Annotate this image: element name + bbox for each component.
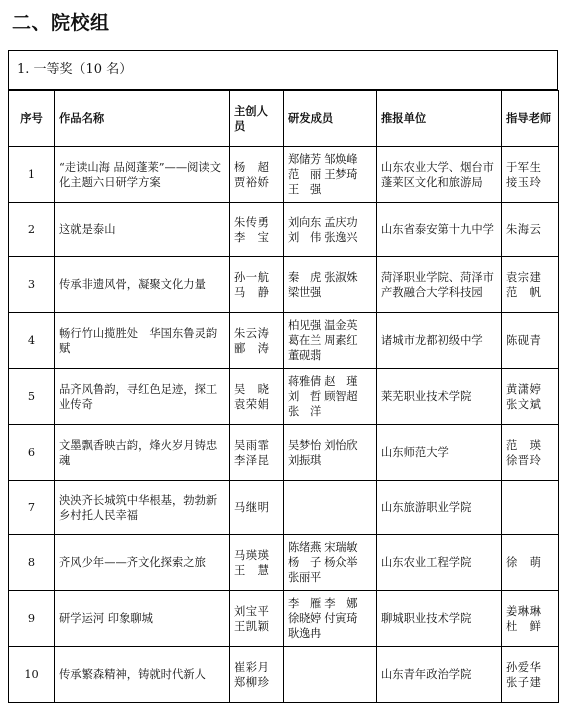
cell-advisor	[502, 535, 559, 591]
cell-advisor	[502, 647, 559, 703]
cell-members-line: 王 强	[288, 183, 321, 196]
cell-lead	[230, 481, 284, 535]
header-work: 作品名称	[55, 91, 230, 147]
cell-members-line: 葛在兰 周素红	[288, 334, 358, 347]
cell-advisor-line: 范 瑛	[506, 438, 542, 452]
cell-members-line: 柏见强 温金英	[288, 319, 358, 332]
cell-advisor	[502, 147, 559, 203]
cell-lead-line: 马继明	[234, 501, 270, 514]
table-row	[9, 203, 559, 257]
cell-members-line: 郑储芳 邹焕峰	[288, 153, 358, 166]
cell-lead-line: 朱传勇	[234, 215, 270, 229]
cell-unit: 莱芜职业技术学院	[377, 369, 502, 425]
cell-advisor	[502, 313, 559, 369]
cell-lead-line: 李泽昆	[234, 453, 270, 467]
cell-advisor	[502, 481, 559, 535]
cell-lead-line: 郑柳珍	[234, 675, 270, 689]
cell-members-line: 刘 哲 顾智超	[288, 390, 358, 403]
cell-lead	[230, 147, 284, 203]
cell-lead-line: 刘宝平	[234, 604, 270, 618]
cell-unit: 山东师范大学	[377, 425, 502, 481]
cell-members-line: 刘向东 孟庆功	[288, 215, 358, 229]
cell-members	[284, 203, 377, 257]
cell-advisor-line: 袁宗建	[506, 270, 542, 284]
cell-work: “走读山海 品阅蓬莱”——阅读文化主题六日研学方案	[55, 147, 230, 203]
cell-unit: 山东农业工程学院	[377, 535, 502, 591]
cell-lead-line: 朱云涛	[234, 326, 270, 340]
cell-members-line: 张 洋	[288, 405, 321, 418]
cell-members	[284, 481, 377, 535]
cell-lead	[230, 647, 284, 703]
cell-lead-line: 王凯颖	[234, 619, 270, 633]
table-row	[9, 147, 559, 203]
cell-members-line: 蒋雅倩 赵 瑾	[288, 375, 358, 388]
award-level-title: 1. 一等奖（10 名）	[8, 50, 558, 90]
cell-lead-line: 贾裕娇	[234, 175, 270, 189]
table-row	[9, 481, 559, 535]
cell-advisor-line: 徐 萌	[506, 556, 542, 569]
cell-lead-line: 郦 涛	[234, 341, 270, 355]
cell-lead	[230, 591, 284, 647]
cell-lead-line: 吴雨霏	[234, 438, 270, 452]
cell-no: 8	[9, 535, 55, 591]
cell-work: 品齐风鲁韵，寻红色足迹，探工业传奇	[55, 369, 230, 425]
cell-advisor-line: 姜琳琳	[506, 604, 542, 618]
table-row	[9, 591, 559, 647]
section-heading: 二、院校组	[12, 12, 110, 34]
cell-members	[284, 425, 377, 481]
cell-lead	[230, 369, 284, 425]
table-row	[9, 257, 559, 313]
cell-members	[284, 369, 377, 425]
cell-lead-line: 崔彩月	[234, 660, 270, 674]
cell-no: 1	[9, 147, 55, 203]
table-header-row	[9, 91, 559, 147]
cell-advisor-line: 陈砚青	[506, 334, 542, 347]
cell-members	[284, 535, 377, 591]
cell-members-line: 范 丽 王梦琦	[288, 168, 358, 181]
cell-lead-line: 袁荣娟	[234, 397, 270, 411]
cell-no: 6	[9, 425, 55, 481]
cell-advisor	[502, 257, 559, 313]
cell-members	[284, 257, 377, 313]
header-members: 研发成员	[284, 91, 377, 147]
header-lead: 主创人员	[230, 91, 284, 147]
cell-lead	[230, 257, 284, 313]
cell-advisor-line: 张文斌	[506, 397, 542, 411]
cell-members-line: 刘振琪	[288, 453, 321, 467]
cell-no: 9	[9, 591, 55, 647]
cell-members-line: 杨 子 杨众举	[288, 556, 358, 569]
cell-unit: 菏泽职业学院、菏泽市产教融合大学科技园	[377, 257, 502, 313]
cell-work: 畅行竹山揽胜处 华国东鲁灵韵赋	[55, 313, 230, 369]
cell-advisor-line: 朱海云	[506, 223, 542, 236]
table-row	[9, 369, 559, 425]
header-unit: 推报单位	[377, 91, 502, 147]
table-row	[9, 647, 559, 703]
cell-members	[284, 591, 377, 647]
cell-work: 研学运河 印象聊城	[55, 591, 230, 647]
cell-no: 4	[9, 313, 55, 369]
cell-members-line: 梁世强	[288, 285, 321, 299]
cell-unit: 山东省泰安第十九中学	[377, 203, 502, 257]
cell-members	[284, 147, 377, 203]
cell-unit: 聊城职业技术学院	[377, 591, 502, 647]
header-advisor: 指导老师	[502, 91, 559, 147]
cell-lead	[230, 313, 284, 369]
cell-lead-line: 李 宝	[234, 230, 270, 244]
cell-advisor-line: 范 帆	[506, 285, 542, 299]
cell-no: 5	[9, 369, 55, 425]
cell-members-line: 李 雁 李 娜	[288, 597, 358, 610]
cell-lead-line: 王 慧	[234, 563, 270, 577]
cell-lead-line: 吴 晓	[234, 382, 270, 396]
cell-work: 这就是泰山	[55, 203, 230, 257]
cell-advisor	[502, 425, 559, 481]
cell-lead-line: 马 静	[234, 285, 270, 299]
cell-advisor-line: 张子建	[506, 675, 542, 689]
table-row	[9, 313, 559, 369]
cell-members	[284, 313, 377, 369]
cell-members-line: 耿逸冉	[288, 627, 321, 640]
cell-unit: 诸城市龙都初级中学	[377, 313, 502, 369]
cell-members-line: 董砚翡	[288, 349, 321, 362]
cell-advisor-line: 徐晋玲	[506, 453, 542, 467]
cell-advisor	[502, 369, 559, 425]
cell-advisor-line: 接玉玲	[506, 175, 542, 189]
cell-members-line: 刘 伟 张逸兴	[288, 230, 358, 244]
cell-no: 7	[9, 481, 55, 535]
cell-advisor-line: 于军生	[506, 160, 542, 174]
cell-members-line: 张丽平	[288, 571, 321, 584]
cell-no: 2	[9, 203, 55, 257]
cell-members-line: 徐晓婷 付寅琦	[288, 612, 358, 625]
cell-advisor-line: 黄潇婷	[506, 382, 542, 396]
table-row	[9, 535, 559, 591]
table-body	[9, 147, 559, 703]
cell-advisor	[502, 203, 559, 257]
cell-members	[284, 647, 377, 703]
cell-work: 文墨飘香映古韵，烽火岁月铸忠魂	[55, 425, 230, 481]
cell-no: 10	[9, 647, 55, 703]
cell-lead-line: 马瑛瑛	[234, 548, 270, 562]
cell-unit: 山东旅游职业学院	[377, 481, 502, 535]
cell-lead-line: 杨 超	[234, 160, 270, 174]
cell-advisor-line: 孙爱华	[506, 660, 542, 674]
cell-lead	[230, 535, 284, 591]
cell-members-line: 陈绪燕 宋瑞敏	[288, 541, 358, 554]
cell-work: 齐风少年——齐文化探索之旅	[55, 535, 230, 591]
awards-table	[8, 90, 559, 703]
cell-work: 泱泱齐长城筑中华根基，勃勃新乡村托人民幸福	[55, 481, 230, 535]
cell-members-line: 吴梦怡 刘怡欣	[288, 438, 358, 452]
cell-work: 传承非遗风骨，凝聚文化力量	[55, 257, 230, 313]
cell-unit: 山东农业大学、烟台市蓬莱区文化和旅游局	[377, 147, 502, 203]
cell-work: 传承繁森精神，铸就时代新人	[55, 647, 230, 703]
cell-advisor-line: 杜 鲜	[506, 619, 542, 633]
cell-lead	[230, 203, 284, 257]
table-row	[9, 425, 559, 481]
header-no: 序号	[9, 91, 55, 147]
cell-no: 3	[9, 257, 55, 313]
cell-lead-line: 孙一航	[234, 270, 270, 284]
cell-advisor	[502, 591, 559, 647]
cell-lead	[230, 425, 284, 481]
cell-unit: 山东青年政治学院	[377, 647, 502, 703]
cell-members-line: 秦 虎 张淑姝	[288, 270, 358, 284]
